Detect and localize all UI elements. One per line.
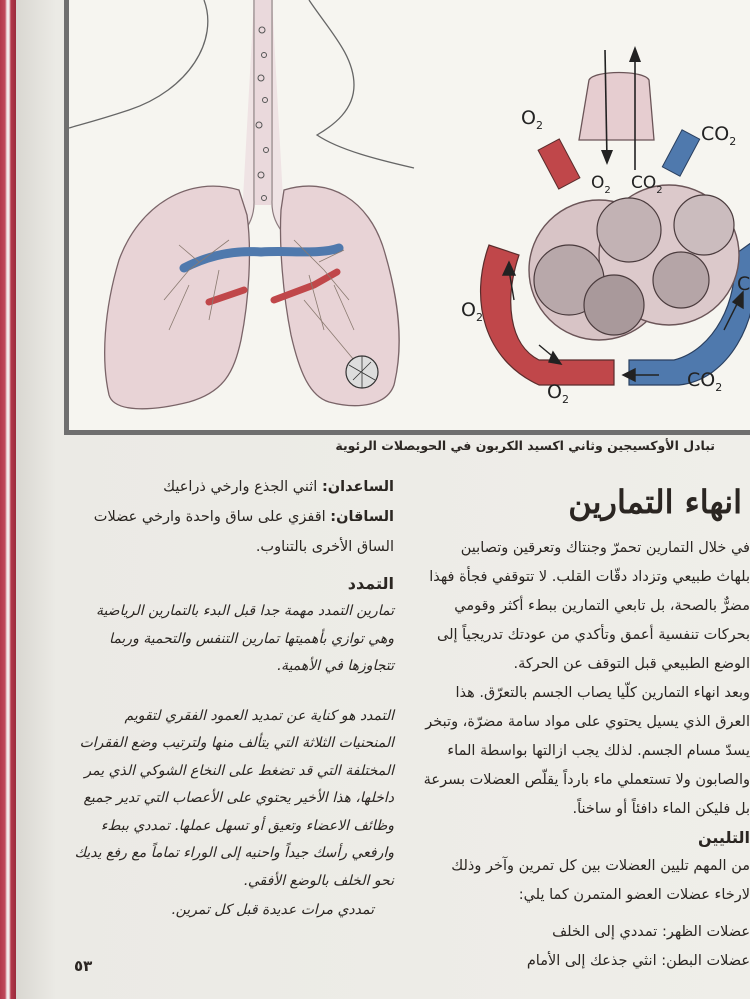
stretching-line: التمدد هو كناية عن تمديد العمود الفقري لتقويم: [124, 707, 394, 724]
head-outline-left: [69, 0, 208, 128]
label-co2-right: C: [737, 273, 750, 295]
label-o2-top: $O_2$: [521, 107, 543, 132]
list-item: عضلات الظهر: تمددي إلى الخلف: [552, 924, 750, 940]
list-item: عضلات البطن: انثي جذعك إلى الأمام: [526, 953, 750, 969]
list-item: الساعدان: اثني الجذع وارخي ذراعيك: [163, 479, 394, 495]
arrow-down-line: [605, 50, 607, 160]
stretching-line: وارفعي رأسك جيداً واحنيه إلى الوراء تماماً مع رفع يديك: [74, 845, 394, 861]
paragraph-line: بلهاث طبيعي وتزداد دقّات القلب. لا تتوقفي فجأة فهذا: [429, 569, 750, 585]
alveolus-4: [653, 252, 709, 308]
stretching-line: تتجاوزها في الأهمية.: [276, 658, 394, 674]
list-item-continuation: الساق الأخرى بالتناوب.: [255, 539, 394, 555]
paragraph-line: بل فليكن الماء دافئاً أو ساخناً.: [572, 801, 750, 817]
gas-exchange-illustration: [69, 0, 750, 430]
stretching-line: تمارين التمدد مهمة جدا قبل البدء بالتمارين الرياضية: [95, 603, 394, 619]
label-co2-center: $CO_2$: [631, 173, 663, 196]
softening-heading: التليين: [697, 828, 750, 847]
paragraph-line: بحركات تنفسية أعمق وتأكدي من عودتك تدريجياً إلى: [437, 627, 750, 643]
paragraph-line: في خلال التمارين تحمرّ وجنتاك وتعرقين وتصابين: [460, 540, 750, 556]
red-vessel-stub: [538, 139, 580, 189]
head-outline-right: [309, 0, 414, 168]
label-o2-left: $O_2$: [461, 299, 483, 324]
stretching-line: المختلفة التي قد تضغط على النخاع الشوكي الذي يمر: [84, 762, 394, 779]
stretching-closing-line: تمددي مرات عديدة قبل كل تمرين.: [171, 902, 374, 918]
paragraph-line: مضرٌّ بالصحة، بل تابعي التمارين ببطء أكثر وقومي: [454, 598, 750, 614]
alveolus-5: [674, 195, 734, 255]
arrow-up-head: [629, 46, 641, 62]
book-binding-edge: [0, 0, 16, 999]
stretching-heading: التمدد: [347, 574, 394, 593]
paragraph-line: العرق الذي يسيل يحتوي على مواد سامة مضرّة، وتبخر: [425, 714, 750, 730]
paragraph-line: يسدّ مسام الجسم. لذلك يجب ازالتها بواسطة الماء: [447, 743, 750, 759]
stretching-line: داخلها، هذا الأخير يحتوي على الأعصاب التي تدير جميع: [83, 790, 394, 806]
paragraph-line: من المهم تليين العضلات بين كل تمرين وآخر وذلك: [451, 858, 750, 874]
section-title: انهاء التمارين: [568, 483, 742, 521]
right-text-column: [408, 480, 750, 999]
paragraph-gap: [100, 681, 394, 703]
illustration-frame: [64, 0, 750, 435]
paragraph-line: الوضع الطبيعي قبل التوقف عن الحركة.: [513, 656, 750, 672]
alveolus-3: [584, 275, 644, 335]
stretching-line: وهي توازي بأهميتها تمارين التنفس والتحمية وربما: [109, 630, 394, 647]
page-number: ٥٣: [74, 957, 93, 975]
label-co2-top: $CO_2$: [701, 123, 737, 148]
right-lung: [280, 186, 399, 406]
stretching-line: نحو الخلف بالوضع الأفقي.: [243, 872, 394, 889]
trachea-fill: [255, 0, 271, 205]
stretching-line: المنحنيات الثلاثة التي يتألف منها ولترتيب وضع الفقرات: [79, 735, 394, 751]
paragraph-line: وبعد انهاء التمارين كلّيا يصاب الجسم بالتعرّق. هذا: [455, 685, 750, 701]
label-o2-bottom: $O_2$: [547, 381, 569, 406]
paragraph-line: لارخاء عضلات العضو المتمرن كما يلي:: [518, 887, 750, 903]
list-item: الساقان: اقفزي على ساق واحدة وارخي عضلات: [93, 509, 394, 525]
label-o2-center: $O_2$: [591, 173, 611, 196]
stretching-line: وظائف الاعضاء وتعيق أو تسهل عملها. تمددي ببطء: [100, 817, 394, 834]
figure-caption: تبادل الأوكسيجين وثاني اكسيد الكربون في الحويصلات الرئوية: [335, 438, 715, 453]
arrow-down-head: [601, 150, 613, 165]
paragraph-line: والصابون ولا تستعملي ماء بارداً يقلّص العضلات بسرعة: [423, 772, 750, 788]
right-column-inner: [408, 482, 750, 976]
vessel-trunk: [579, 73, 654, 141]
label-co2-bottom: $CO_2$: [687, 369, 723, 394]
blue-vessel-stub: [662, 130, 699, 176]
left-text-column: [74, 472, 394, 925]
alveolus-2: [597, 198, 661, 262]
